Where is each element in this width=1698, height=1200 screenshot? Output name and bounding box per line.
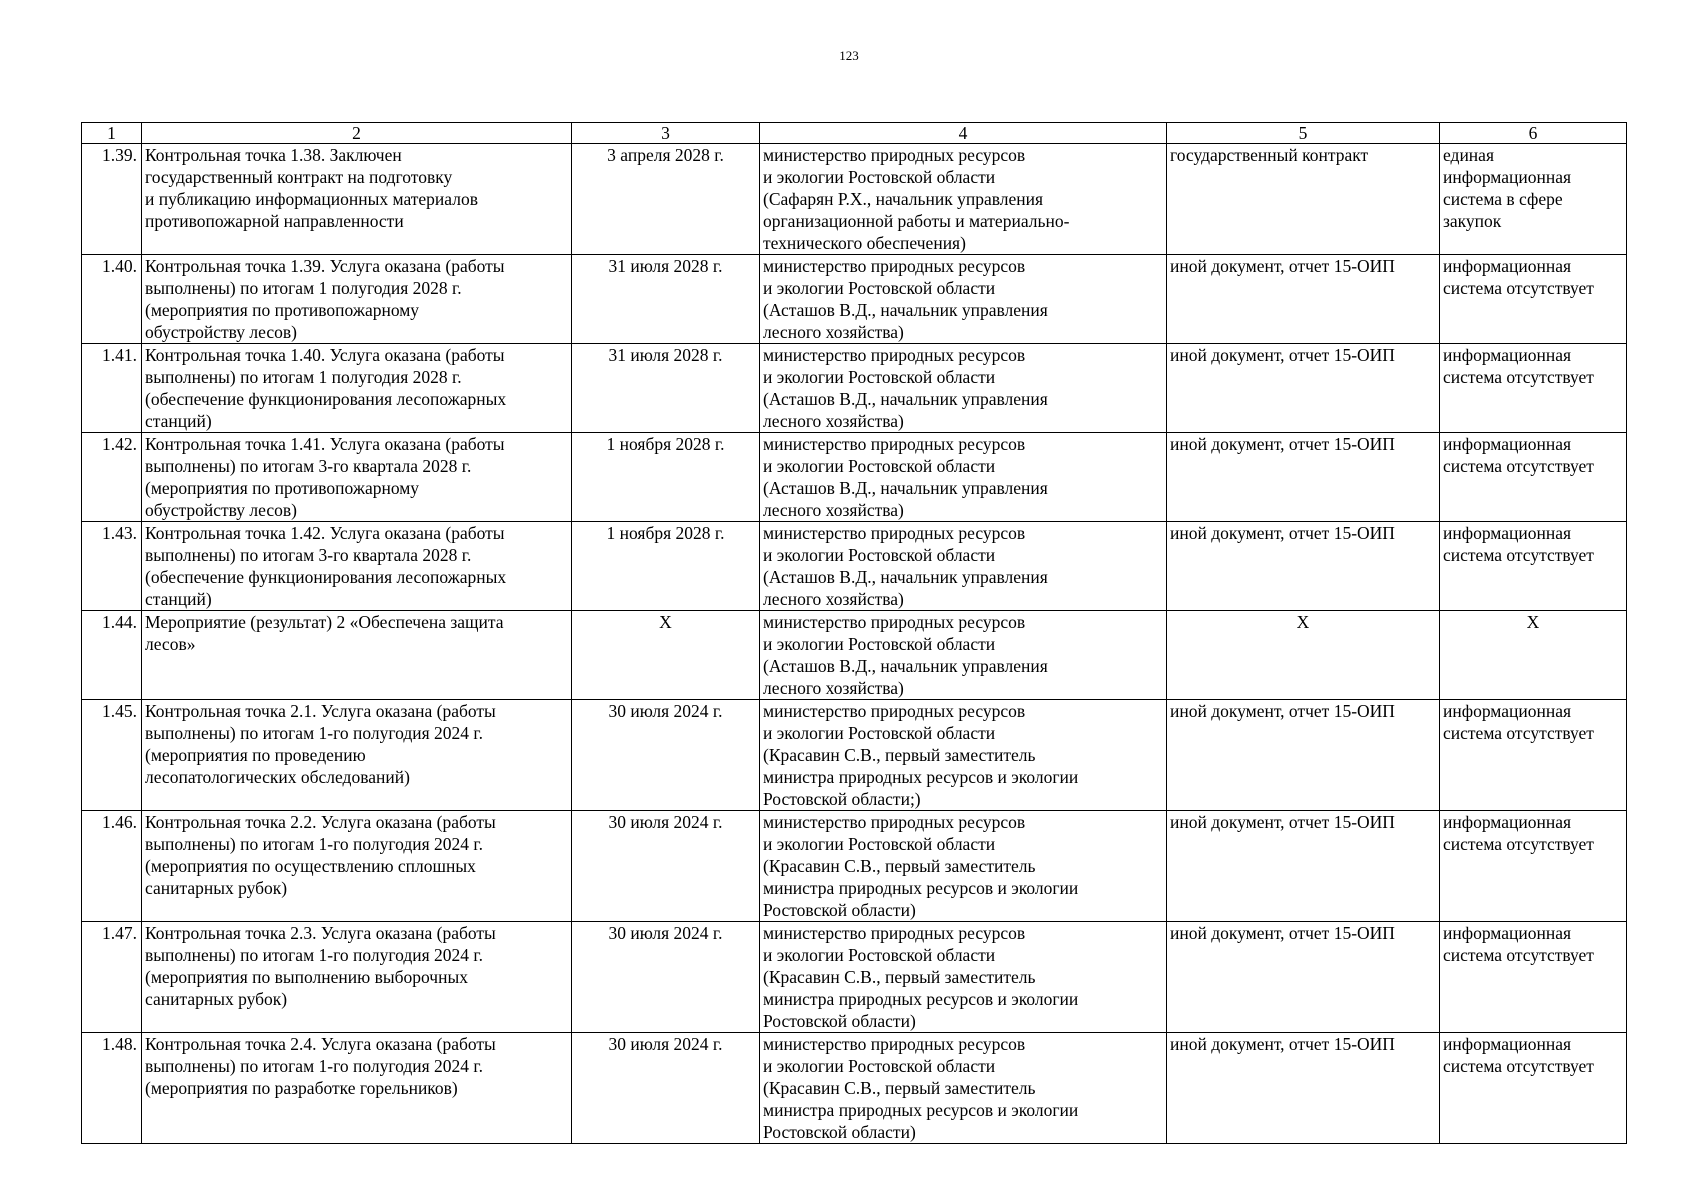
row-document: иной документ, отчет 15-ОИП [1167,255,1440,344]
row-description: Контрольная точка 2.1. Услуга оказана (работы выполнены) по итогам 1-го полугодия 2024 г. (мероприятия по проведению лесопатологических обследований) [142,700,572,811]
table-row [82,811,1627,922]
row-number: 1.47. [82,922,142,1033]
page-number: 123 [839,48,859,63]
row-number: 1.41. [82,344,142,433]
row-responsible: министерство природных ресурсов и экологии Ростовской области (Красавин С.В., первый заместитель министра природных ресурсов и экологии Ростовской области) [760,1033,1167,1144]
row-information-system: информационная система отсутствует [1440,811,1627,922]
row-responsible: министерство природных ресурсов и экологии Ростовской области (Асташов В.Д., начальник управления лесного хозяйства) [760,255,1167,344]
row-description: Контрольная точка 1.38. Заключен государственный контракт на подготовку и публикацию информационных материалов противопожарной направленности [142,144,572,255]
row-information-system: информационная система отсутствует [1440,522,1627,611]
row-responsible: министерство природных ресурсов и экологии Ростовской области (Сафарян Р.Х., начальник управления организационной работы и материально- технического обеспечения) [760,144,1167,255]
row-description: Контрольная точка 1.41. Услуга оказана (работы выполнены) по итогам 3-го квартала 2028 г. (мероприятия по противопожарному обустройству лесов) [142,433,572,522]
row-date: 30 июля 2024 г. [572,922,760,1033]
row-date: X [572,611,760,700]
row-date: 31 июля 2028 г. [572,344,760,433]
row-document: иной документ, отчет 15-ОИП [1167,700,1440,811]
table-row [82,611,1627,700]
row-description: Контрольная точка 2.3. Услуга оказана (работы выполнены) по итогам 1-го полугодия 2024 г. (мероприятия по выполнению выборочных санитарных рубок) [142,922,572,1033]
row-document: иной документ, отчет 15-ОИП [1167,1033,1440,1144]
row-date: 30 июля 2024 г. [572,811,760,922]
table-body [82,144,1627,1144]
row-responsible: министерство природных ресурсов и экологии Ростовской области (Красавин С.В., первый заместитель министра природных ресурсов и экологии Ростовской области) [760,922,1167,1033]
row-number: 1.40. [82,255,142,344]
row-number: 1.44. [82,611,142,700]
row-information-system: информационная система отсутствует [1440,1033,1627,1144]
row-responsible: министерство природных ресурсов и экологии Ростовской области (Асташов В.Д., начальник управления лесного хозяйства) [760,344,1167,433]
row-document: X [1167,611,1440,700]
row-responsible: министерство природных ресурсов и экологии Ростовской области (Асташов В.Д., начальник управления лесного хозяйства) [760,433,1167,522]
row-number: 1.45. [82,700,142,811]
row-information-system: информационная система отсутствует [1440,922,1627,1033]
row-responsible: министерство природных ресурсов и экологии Ростовской области (Красавин С.В., первый заместитель министра природных ресурсов и экологии Ростовской области) [760,811,1167,922]
row-number: 1.43. [82,522,142,611]
row-date: 1 ноября 2028 г. [572,433,760,522]
row-date: 3 апреля 2028 г. [572,144,760,255]
row-document: государственный контракт [1167,144,1440,255]
row-document: иной документ, отчет 15-ОИП [1167,811,1440,922]
table-row [82,700,1627,811]
row-information-system: информационная система отсутствует [1440,433,1627,522]
row-document: иной документ, отчет 15-ОИП [1167,522,1440,611]
row-description: Контрольная точка 2.2. Услуга оказана (работы выполнены) по итогам 1-го полугодия 2024 г. (мероприятия по осуществлению сплошных санитарных рубок) [142,811,572,922]
plan-table [81,122,1627,1144]
row-description: Мероприятие (результат) 2 «Обеспечена защита лесов» [142,611,572,700]
column-header-3: 3 [572,123,760,144]
row-date: 30 июля 2024 г. [572,700,760,811]
table-row [82,922,1627,1033]
row-date: 30 июля 2024 г. [572,1033,760,1144]
column-header-4: 4 [760,123,1167,144]
row-information-system: информационная система отсутствует [1440,344,1627,433]
row-description: Контрольная точка 1.39. Услуга оказана (работы выполнены) по итогам 1 полугодия 2028 г. (мероприятия по противопожарному обустройству лесов) [142,255,572,344]
table-row [82,433,1627,522]
table-row [82,344,1627,433]
column-header-2: 2 [142,123,572,144]
row-responsible: министерство природных ресурсов и экологии Ростовской области (Красавин С.В., первый заместитель министра природных ресурсов и экологии Ростовской области;) [760,700,1167,811]
table-row [82,144,1627,255]
row-description: Контрольная точка 1.42. Услуга оказана (работы выполнены) по итогам 3-го квартала 2028 г. (обеспечение функционирования лесопожарных станций) [142,522,572,611]
table-row [82,255,1627,344]
row-document: иной документ, отчет 15-ОИП [1167,922,1440,1033]
column-header-6: 6 [1440,123,1627,144]
row-description: Контрольная точка 2.4. Услуга оказана (работы выполнены) по итогам 1-го полугодия 2024 г. (мероприятия по разработке горельников) [142,1033,572,1144]
table-row [82,1033,1627,1144]
row-information-system: единая информационная система в сфере закупок [1440,144,1627,255]
row-responsible: министерство природных ресурсов и экологии Ростовской области (Асташов В.Д., начальник управления лесного хозяйства) [760,611,1167,700]
row-number: 1.48. [82,1033,142,1144]
table-header-row [82,123,1627,144]
table-row [82,522,1627,611]
row-date: 31 июля 2028 г. [572,255,760,344]
column-header-1: 1 [82,123,142,144]
row-number: 1.46. [82,811,142,922]
row-information-system: информационная система отсутствует [1440,700,1627,811]
column-header-5: 5 [1167,123,1440,144]
row-number: 1.42. [82,433,142,522]
row-description: Контрольная точка 1.40. Услуга оказана (работы выполнены) по итогам 1 полугодия 2028 г. (обеспечение функционирования лесопожарных станций) [142,344,572,433]
row-document: иной документ, отчет 15-ОИП [1167,344,1440,433]
row-document: иной документ, отчет 15-ОИП [1167,433,1440,522]
row-information-system: X [1440,611,1627,700]
row-responsible: министерство природных ресурсов и экологии Ростовской области (Асташов В.Д., начальник управления лесного хозяйства) [760,522,1167,611]
row-number: 1.39. [82,144,142,255]
row-information-system: информационная система отсутствует [1440,255,1627,344]
row-date: 1 ноября 2028 г. [572,522,760,611]
